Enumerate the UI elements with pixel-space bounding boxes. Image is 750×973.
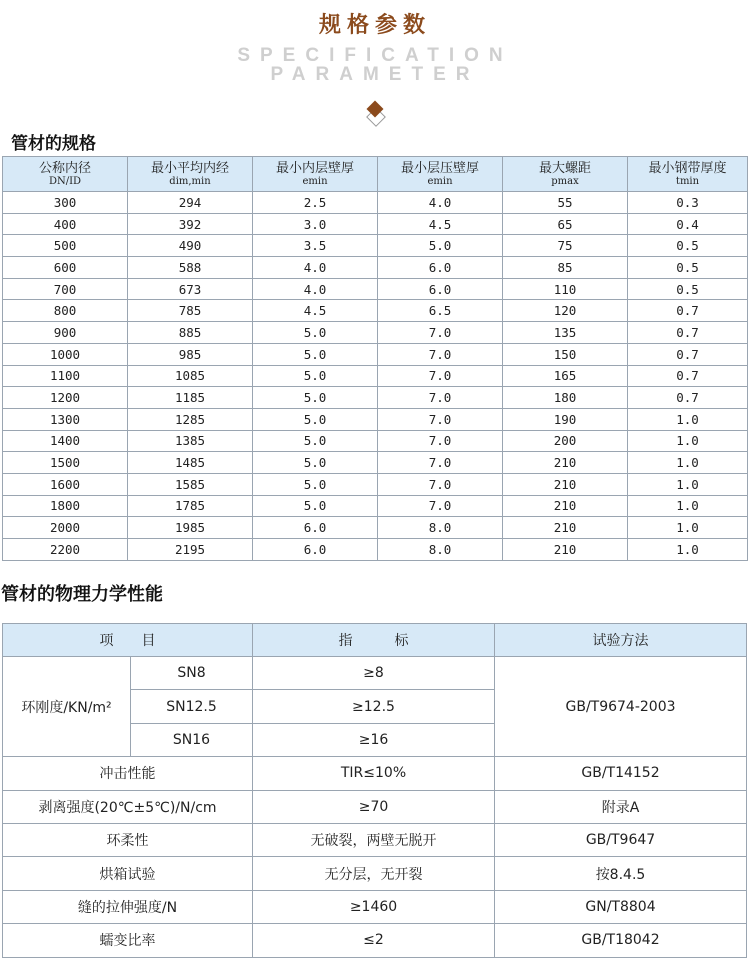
indicator-cell: ≤2	[253, 924, 495, 957]
item-cell: 缝的拉伸强度/N	[3, 890, 253, 923]
table-cell: 165	[503, 365, 628, 387]
table-cell: 1285	[128, 408, 253, 430]
table-row	[3, 657, 747, 690]
item-cell: 环柔性	[3, 823, 253, 856]
page-title: 规格参数	[318, 13, 431, 38]
table-cell: 6.0	[378, 278, 503, 300]
method-cell: 附录A	[495, 790, 747, 823]
table-cell: 1.0	[628, 473, 748, 495]
table-cell: 1.0	[628, 452, 748, 474]
table-cell: 110	[503, 278, 628, 300]
table-cell: 210	[503, 473, 628, 495]
table-cell: 600	[3, 257, 128, 279]
table-cell: 6.0	[253, 539, 378, 561]
table-cell: 210	[503, 452, 628, 474]
table-cell: 120	[503, 300, 628, 322]
table-cell: 4.0	[253, 257, 378, 279]
table-cell: 1800	[3, 495, 128, 517]
item-cell: 剥离强度(20℃±5℃)/N/cm	[3, 790, 253, 823]
table-cell: 1600	[3, 473, 128, 495]
table-cell: 7.0	[378, 495, 503, 517]
table-cell: 200	[503, 430, 628, 452]
spec-table-header	[3, 157, 748, 192]
item-cell: 蠕变比率	[3, 924, 253, 957]
spec-section-title: 管材的规格	[11, 134, 96, 154]
table-cell: 7.0	[378, 365, 503, 387]
physical-table-header	[3, 624, 747, 657]
spec-table	[2, 156, 748, 561]
header-method: 试验方法	[495, 624, 747, 657]
item-cell: 烘箱试验	[3, 857, 253, 890]
table-row	[3, 430, 748, 452]
table-row	[3, 408, 748, 430]
table-cell: 300	[3, 192, 128, 214]
table-cell: 1085	[128, 365, 253, 387]
table-cell: 5.0	[253, 343, 378, 365]
table-cell: 5.0	[253, 452, 378, 474]
value-cell: ≥12.5	[253, 690, 495, 723]
ring-stiffness-method: GB/T9674-2003	[495, 657, 747, 757]
table-cell: 700	[3, 278, 128, 300]
indicator-cell: 无破裂，两壁无脱开	[253, 823, 495, 856]
table-cell: 0.5	[628, 278, 748, 300]
method-cell: GB/T9647	[495, 823, 747, 856]
table-cell: 5.0	[253, 408, 378, 430]
table-cell: 85	[503, 257, 628, 279]
spec-col-header: 公称内径 DN/ID	[3, 157, 128, 192]
table-cell: 673	[128, 278, 253, 300]
table-cell: 7.0	[378, 387, 503, 409]
table-cell: 1485	[128, 452, 253, 474]
table-cell: 210	[503, 495, 628, 517]
table-cell: 6.0	[378, 257, 503, 279]
table-row	[3, 278, 748, 300]
indicator-cell: 无分层，无开裂	[253, 857, 495, 890]
table-cell: 490	[128, 235, 253, 257]
spec-col-header: 最小平均内经 dim,min	[128, 157, 253, 192]
table-cell: 5.0	[253, 387, 378, 409]
indicator-cell: TIR≤10%	[253, 757, 495, 790]
table-cell: 5.0	[253, 495, 378, 517]
table-cell: 5.0	[253, 365, 378, 387]
table-cell: 6.0	[253, 517, 378, 539]
table-cell: 7.0	[378, 408, 503, 430]
table-cell: 2000	[3, 517, 128, 539]
table-cell: 1000	[3, 343, 128, 365]
table-row	[3, 890, 747, 923]
physical-section-title: 管材的物理力学性能	[1, 584, 163, 605]
table-row	[3, 473, 748, 495]
table-cell: 5.0	[378, 235, 503, 257]
table-cell: 180	[503, 387, 628, 409]
spec-col-header: 最小层压壁厚 emin	[378, 157, 503, 192]
table-cell: 1400	[3, 430, 128, 452]
table-cell: 1385	[128, 430, 253, 452]
table-cell: 1200	[3, 387, 128, 409]
table-row	[3, 823, 747, 856]
table-row	[3, 235, 748, 257]
table-cell: 6.5	[378, 300, 503, 322]
table-row	[3, 257, 748, 279]
table-cell: 65	[503, 213, 628, 235]
grade-cell: SN16	[131, 723, 253, 756]
table-cell: 8.0	[378, 517, 503, 539]
table-cell: 800	[3, 300, 128, 322]
table-cell: 8.0	[378, 539, 503, 561]
diamond-icon	[365, 101, 387, 131]
table-cell: 1185	[128, 387, 253, 409]
value-cell: ≥8	[253, 657, 495, 690]
table-row	[3, 365, 748, 387]
table-cell: 3.5	[253, 235, 378, 257]
page-subtitle-line1: SPECIFICATION	[237, 45, 513, 66]
physical-table	[2, 623, 747, 958]
spec-col-header: 最小钢带厚度 tmin	[628, 157, 748, 192]
table-cell: 4.0	[253, 278, 378, 300]
table-cell: 785	[128, 300, 253, 322]
header-indicator: 指 标	[253, 624, 495, 657]
table-cell: 294	[128, 192, 253, 214]
table-row	[3, 790, 747, 823]
table-cell: 1300	[3, 408, 128, 430]
method-cell: GN/T8804	[495, 890, 747, 923]
table-row	[3, 757, 747, 790]
table-cell: 500	[3, 235, 128, 257]
table-cell: 210	[503, 539, 628, 561]
table-row	[3, 517, 748, 539]
table-row	[3, 452, 748, 474]
table-cell: 7.0	[378, 452, 503, 474]
table-cell: 1.0	[628, 495, 748, 517]
table-cell: 1.0	[628, 430, 748, 452]
table-cell: 0.7	[628, 387, 748, 409]
table-cell: 7.0	[378, 343, 503, 365]
table-cell: 400	[3, 213, 128, 235]
table-cell: 392	[128, 213, 253, 235]
method-cell: GB/T18042	[495, 924, 747, 957]
table-cell: 4.5	[253, 300, 378, 322]
table-cell: 55	[503, 192, 628, 214]
table-cell: 5.0	[253, 322, 378, 344]
table-cell: 0.4	[628, 213, 748, 235]
header-item: 项 目	[3, 624, 253, 657]
table-cell: 210	[503, 517, 628, 539]
table-row	[3, 322, 748, 344]
table-cell: 1985	[128, 517, 253, 539]
table-cell: 1100	[3, 365, 128, 387]
table-cell: 5.0	[253, 473, 378, 495]
spec-col-header: 最大螺距 pmax	[503, 157, 628, 192]
grade-cell: SN12.5	[131, 690, 253, 723]
table-cell: 135	[503, 322, 628, 344]
table-row	[3, 539, 748, 561]
indicator-cell: ≥70	[253, 790, 495, 823]
item-cell: 冲击性能	[3, 757, 253, 790]
method-cell: 按8.4.5	[495, 857, 747, 890]
table-cell: 1585	[128, 473, 253, 495]
table-cell: 4.0	[378, 192, 503, 214]
table-cell: 0.7	[628, 322, 748, 344]
table-cell: 1.0	[628, 539, 748, 561]
table-row	[3, 387, 748, 409]
table-cell: 588	[128, 257, 253, 279]
table-cell: 2195	[128, 539, 253, 561]
table-cell: 0.5	[628, 257, 748, 279]
table-cell: 1785	[128, 495, 253, 517]
table-cell: 900	[3, 322, 128, 344]
table-cell: 7.0	[378, 322, 503, 344]
table-cell: 985	[128, 343, 253, 365]
table-cell: 5.0	[253, 430, 378, 452]
table-row	[3, 857, 747, 890]
table-cell: 190	[503, 408, 628, 430]
table-cell: 7.0	[378, 473, 503, 495]
page-subtitle-line2: PARAMETER	[270, 64, 480, 85]
table-cell: 150	[503, 343, 628, 365]
table-cell: 7.0	[378, 430, 503, 452]
table-row	[3, 213, 748, 235]
table-cell: 1.0	[628, 517, 748, 539]
table-row	[3, 924, 747, 957]
table-cell: 0.5	[628, 235, 748, 257]
table-row	[3, 300, 748, 322]
table-cell: 0.7	[628, 343, 748, 365]
table-row	[3, 192, 748, 214]
table-cell: 0.7	[628, 365, 748, 387]
table-cell: 3.0	[253, 213, 378, 235]
table-cell: 0.7	[628, 300, 748, 322]
ring-stiffness-label: 环刚度/KN/m²	[3, 657, 131, 757]
table-cell: 1500	[3, 452, 128, 474]
table-cell: 4.5	[378, 213, 503, 235]
table-cell: 2200	[3, 539, 128, 561]
grade-cell: SN8	[131, 657, 253, 690]
table-row	[3, 343, 748, 365]
table-cell: 75	[503, 235, 628, 257]
table-cell: 2.5	[253, 192, 378, 214]
table-cell: 885	[128, 322, 253, 344]
value-cell: ≥16	[253, 723, 495, 756]
indicator-cell: ≥1460	[253, 890, 495, 923]
table-cell: 0.3	[628, 192, 748, 214]
table-cell: 1.0	[628, 408, 748, 430]
method-cell: GB/T14152	[495, 757, 747, 790]
table-row	[3, 495, 748, 517]
spec-col-header: 最小内层壁厚 emin	[253, 157, 378, 192]
